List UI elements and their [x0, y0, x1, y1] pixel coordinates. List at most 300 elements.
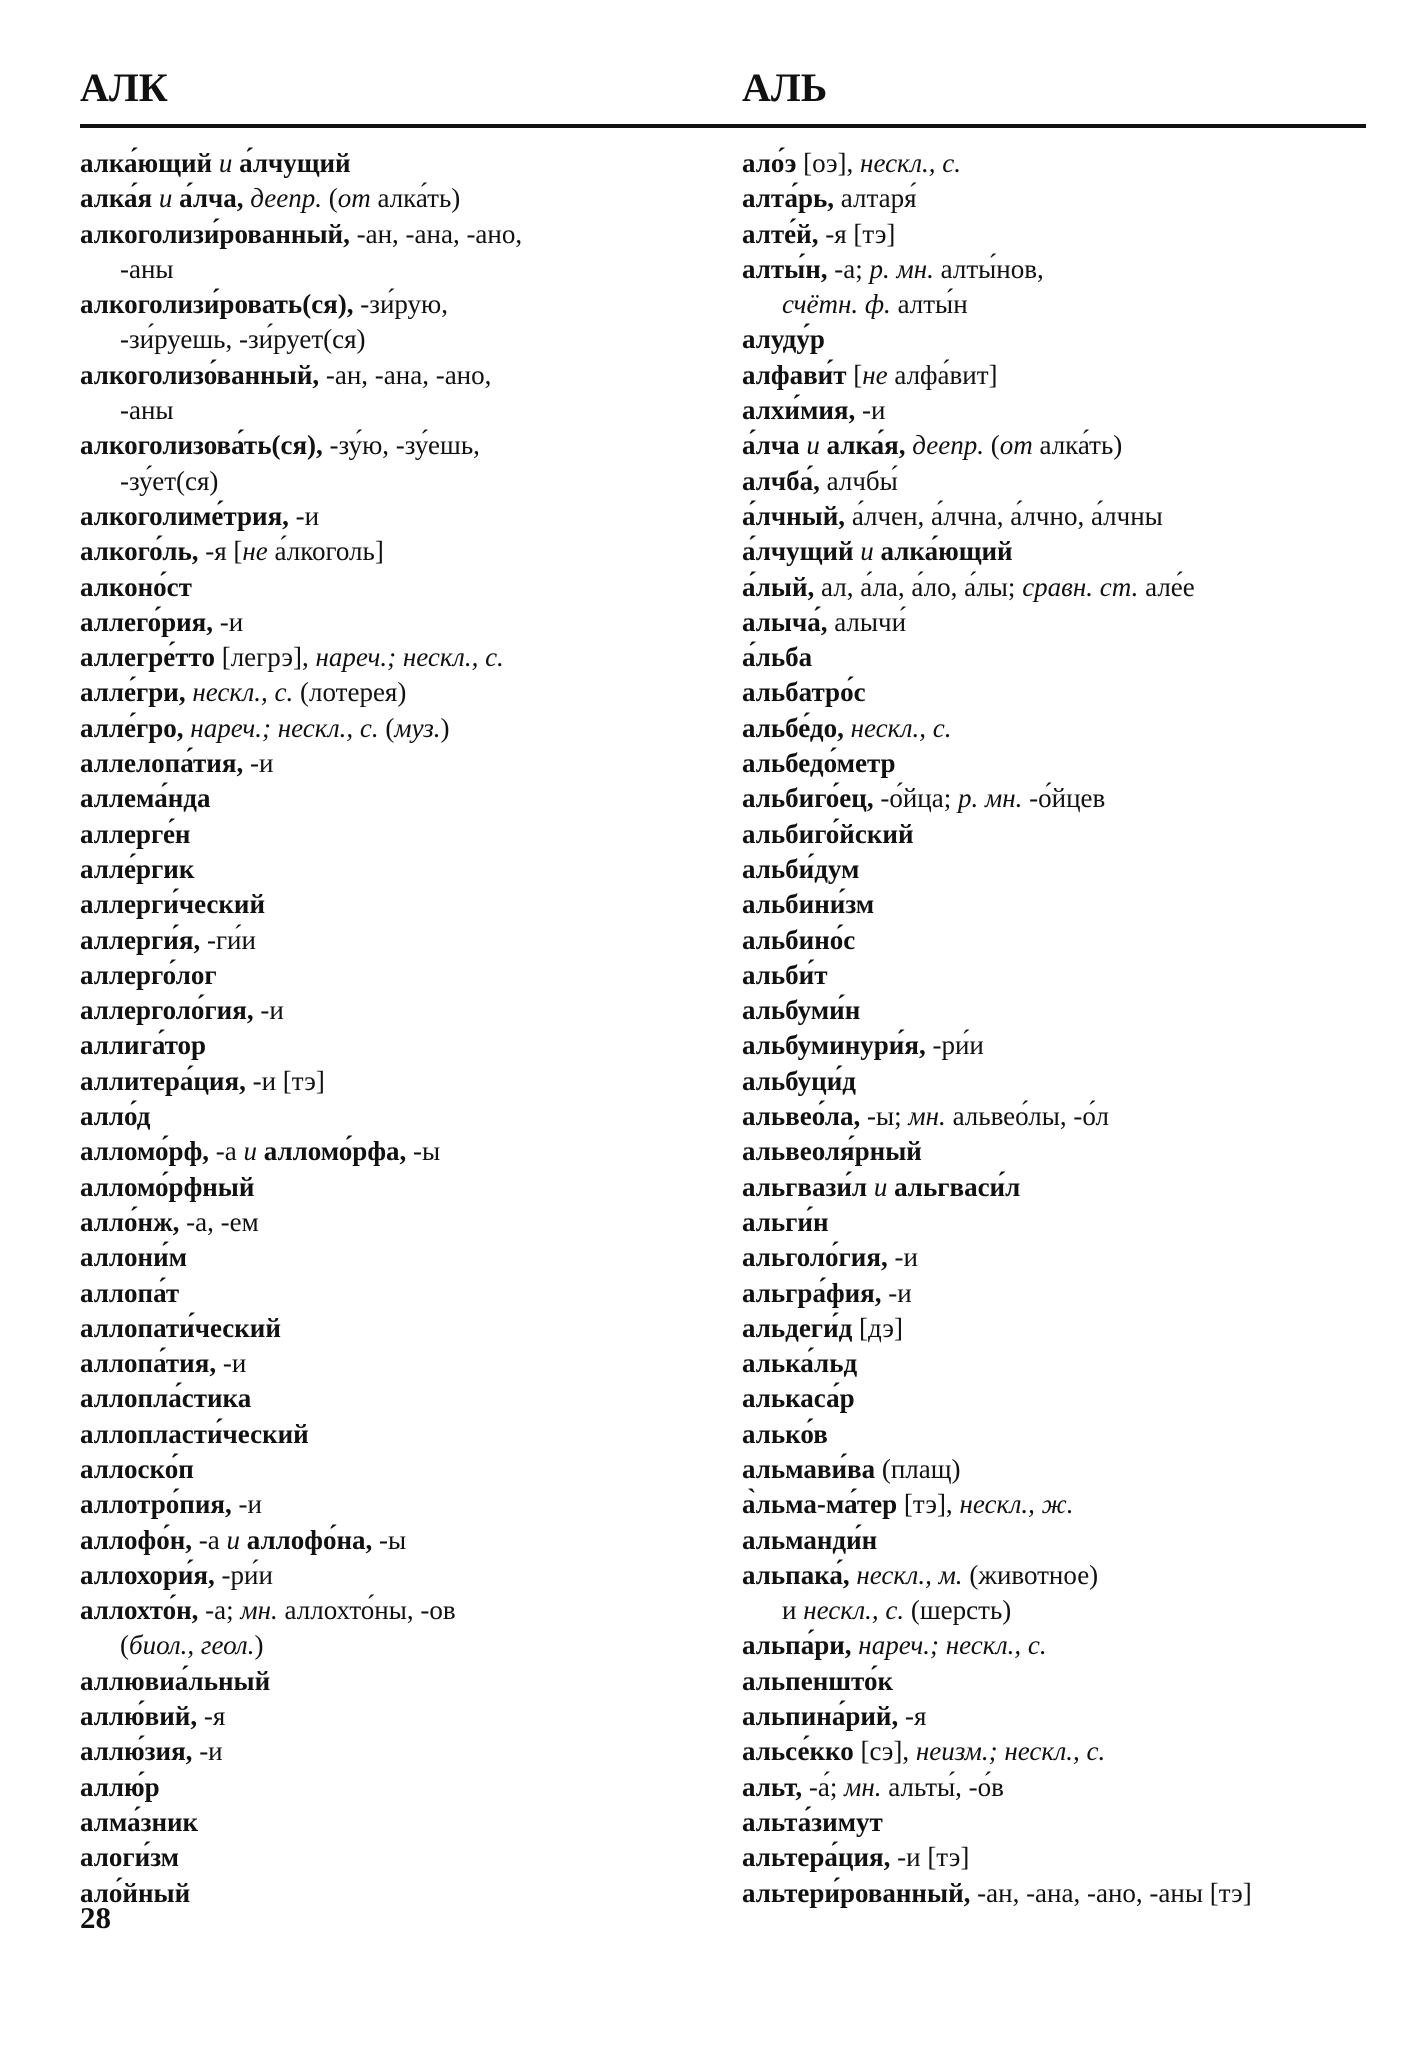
dictionary-entry [742, 675, 1382, 710]
dictionary-entry [742, 464, 1382, 499]
grammar-note: биол., геол. [129, 1630, 255, 1661]
headword: альголо́гия, [742, 1242, 895, 1273]
grammar-note: нареч.; нескл., с. [315, 642, 504, 673]
headword: а́лый, [742, 571, 822, 602]
dictionary-entry [742, 852, 1382, 887]
headword: альманди́н [742, 1524, 878, 1555]
entry-text: аллохто́ны, -ов [284, 1595, 456, 1626]
entry-continuation [80, 1628, 720, 1663]
entry-text: -зи́рую, [360, 289, 448, 320]
entry-text: алычи́ [834, 606, 907, 637]
entry-text: -я [203, 1701, 226, 1732]
grammar-note: нескл., с. [850, 712, 952, 743]
dictionary-entry [80, 852, 720, 887]
headword: ало́йный [80, 1877, 191, 1908]
entry-text: ( [990, 430, 1000, 461]
entry-text: -и [тэ] [252, 1065, 325, 1096]
dictionary-entry [80, 958, 720, 993]
headword: альби́т [742, 959, 828, 990]
dictionary-entry [80, 1664, 720, 1699]
headword: аллегре́тто [80, 642, 222, 673]
dictionary-entry [742, 1064, 1382, 1099]
headword: альтера́ция, [742, 1842, 898, 1873]
dictionary-entry [80, 817, 720, 852]
grammar-note: и [860, 536, 881, 567]
entry-text: -и [862, 395, 886, 426]
entry-text: [ [853, 359, 863, 390]
dictionary-entry [742, 746, 1382, 781]
entry-text: а́лчен, а́лчна, а́лчно, а́лчны [851, 500, 1163, 531]
entry-text: -а [198, 1524, 227, 1555]
dictionary-entry [742, 1523, 1382, 1558]
headword: а́лчущий [239, 148, 351, 178]
headword: аллофо́н, [80, 1524, 199, 1555]
dictionary-entry [80, 1028, 720, 1063]
entry-text: -аны [120, 253, 174, 284]
entry-text: ( [385, 712, 395, 743]
entry-text: (плащ) [881, 1453, 961, 1484]
entry-text: алфа́вит] [894, 359, 998, 390]
entry-text: -ы; [867, 1101, 909, 1132]
headword: алкого́ль, [80, 536, 206, 567]
dictionary-entry [742, 181, 1382, 216]
dictionary-entry [80, 1381, 720, 1416]
headword: аллони́м [80, 1242, 188, 1273]
dictionary-entry [80, 217, 720, 252]
headword: альбуци́д [742, 1065, 856, 1096]
headword: альбино́с [742, 924, 856, 955]
grammar-note: нескл., с. [192, 677, 301, 708]
dictionary-entry [742, 1028, 1382, 1063]
entry-text: -ан, -ана, -ано, [356, 218, 523, 249]
dictionary-entry [80, 1699, 720, 1734]
dictionary-entry [742, 499, 1382, 534]
dictionary-entry [80, 746, 720, 781]
entry-text: -о́йца; [880, 783, 958, 814]
headword: альбуминури́я, [742, 1030, 933, 1061]
dictionary-entry [742, 358, 1382, 393]
dictionary-entry [742, 428, 1382, 463]
grammar-note: неизм.; нескл., с. [915, 1736, 1106, 1767]
entry-text: -я [тэ] [825, 218, 896, 249]
grammar-note: деепр. [250, 183, 329, 214]
dictionary-entry [80, 887, 720, 922]
headword: алка́я, [826, 430, 913, 461]
entry-text: ) [440, 712, 450, 743]
entry-text: [сэ], [860, 1736, 916, 1767]
dictionary-entry [742, 1205, 1382, 1240]
entry-text: -ы [379, 1524, 407, 1555]
header-rule [80, 124, 1366, 128]
grammar-note: нескл., с. [860, 148, 961, 178]
dictionary-entry [742, 534, 1382, 569]
grammar-note: и [158, 183, 180, 214]
headword: алько́в [742, 1418, 828, 1449]
page-number: 28 [80, 1900, 111, 1935]
headword: алуду́р [742, 324, 825, 355]
dictionary-entry [80, 1770, 720, 1805]
entry-text: -и [894, 1242, 918, 1273]
headword: аллохори́я, [80, 1559, 222, 1590]
headword: алма́зник [80, 1806, 199, 1837]
entry-text: -и [260, 995, 284, 1026]
entry-text: -и [249, 748, 274, 779]
entry-text: ) [254, 1630, 264, 1661]
entry-text: -о́йцев [1029, 783, 1106, 814]
grammar-note: и [806, 430, 827, 461]
dictionary-entry [80, 1840, 720, 1875]
dictionary-entry [742, 1664, 1382, 1699]
entry-text: -аны [120, 395, 174, 426]
headword: аллерге́н [80, 818, 191, 849]
headword: алло́нж, [80, 1206, 187, 1237]
headword: алька́льд [742, 1348, 858, 1379]
dictionary-entry [80, 781, 720, 816]
headword: альсе́кко [742, 1736, 861, 1767]
dictionary-entry [742, 817, 1382, 852]
grammar-note: р. мн. [957, 783, 1030, 814]
dictionary-entry [742, 146, 1382, 181]
entry-text: (животное) [969, 1559, 1099, 1590]
grammar-note: счётн. ф. [782, 289, 898, 320]
headword: аллофо́на, [246, 1524, 380, 1555]
dictionary-entry [80, 1805, 720, 1840]
dictionary-entry [80, 993, 720, 1028]
headword: а̀льма-ма́тер [742, 1489, 904, 1520]
dictionary-entry [742, 640, 1382, 675]
headword: а́лчущий [742, 536, 861, 567]
headword: аллю́зия, [80, 1736, 200, 1767]
entry-text: -ри́и [221, 1559, 273, 1590]
headword: аллопа́тия, [80, 1348, 223, 1379]
right-column [742, 146, 1382, 1911]
headword: аллерголо́гия, [80, 995, 261, 1026]
headword: алка́я [80, 183, 159, 214]
grammar-note: р. мн. [869, 253, 941, 284]
entry-text: -зу́ю, -зу́ешь, [329, 430, 480, 461]
dictionary-entry [80, 1311, 720, 1346]
entry-continuation [742, 287, 1382, 322]
headword: альби́дум [742, 853, 860, 884]
headword: алле́гри, [80, 677, 193, 708]
dictionary-entry [742, 1346, 1382, 1381]
grammar-note: не [242, 536, 275, 567]
headword: альбатро́с [742, 677, 866, 708]
entry-text: алка́ть) [1039, 430, 1123, 461]
dictionary-entry [80, 146, 720, 181]
dictionary-entry [742, 1840, 1382, 1875]
headword: аллитера́ция, [80, 1065, 253, 1096]
grammar-note: мн. [908, 1101, 953, 1132]
dictionary-entry [80, 1417, 720, 1452]
grammar-note: и [873, 1171, 895, 1202]
entry-text: (лотерея) [300, 677, 407, 708]
entry-text: алка́ть) [377, 183, 461, 214]
dictionary-entry [80, 1452, 720, 1487]
entry-text: альвео́лы, -о́л [952, 1101, 1110, 1132]
entry-text: -зу́ет(ся) [120, 465, 219, 496]
headword: алфави́т [742, 359, 854, 390]
dictionary-entry [80, 1240, 720, 1275]
entry-text: ( [328, 183, 338, 214]
headword: алле́гро, [80, 712, 191, 743]
headword: алломо́рфа, [263, 1136, 414, 1167]
dictionary-entry [742, 887, 1382, 922]
headword: алконо́ст [80, 571, 192, 602]
dictionary-entry [80, 1876, 720, 1911]
dictionary-entry [80, 675, 720, 710]
headword: аллювиа́льный [80, 1665, 271, 1696]
dictionary-entry [80, 534, 720, 569]
dictionary-entry [80, 1134, 720, 1169]
grammar-note: и [243, 1136, 264, 1167]
entry-text: а́лкоголь] [274, 536, 384, 567]
grammar-note: не [862, 359, 895, 390]
running-head-left: АЛК [80, 65, 168, 110]
grammar-note: мн. [240, 1595, 285, 1626]
headword: аллоско́п [80, 1453, 194, 1484]
grammar-note: и [218, 148, 240, 178]
dictionary-entry [742, 1240, 1382, 1275]
headword: альтери́рованный, [742, 1877, 978, 1908]
headword: альпеншто́к [742, 1665, 894, 1696]
headword: аллопла́стика [80, 1383, 252, 1414]
dictionary-entry [742, 1452, 1382, 1487]
headword: алломо́рф, [80, 1136, 216, 1167]
dictionary-entry [80, 1276, 720, 1311]
entry-continuation [80, 464, 720, 499]
dictionary-entry [742, 393, 1382, 428]
headword: аллохто́н, [80, 1595, 206, 1626]
headword: алькаса́р [742, 1383, 855, 1414]
headword: алка́ющий [80, 148, 219, 178]
headword: алкоголизи́ровать(ся), [80, 289, 361, 320]
headword: альдеги́д [742, 1312, 860, 1343]
dictionary-entry [742, 252, 1382, 287]
left-column [80, 146, 720, 1911]
dictionary-entry [742, 958, 1382, 993]
dictionary-entry [80, 1205, 720, 1240]
entry-text: -я [ [205, 536, 243, 567]
dictionary-entry [742, 1381, 1382, 1416]
headword: алкоголиме́трия, [80, 500, 296, 531]
headword: альбедо́метр [742, 748, 896, 779]
entry-text: -зи́руешь, -зи́рует(ся) [120, 324, 366, 355]
dictionary-entry [742, 1770, 1382, 1805]
headword: алкоголизова́ть(ся), [80, 430, 330, 461]
entry-text: алтаря́ [840, 183, 917, 214]
grammar-note: нескл., ж. [959, 1489, 1074, 1520]
entry-text: алчбы́ [826, 465, 898, 496]
entry-text: -ги́и [206, 924, 256, 955]
headword: ало́э [742, 148, 804, 178]
dictionary-entry [80, 1170, 720, 1205]
headword: альгра́фия, [742, 1277, 889, 1308]
dictionary-entry [80, 1487, 720, 1522]
grammar-note: от [337, 183, 378, 214]
entry-text: [дэ] [859, 1312, 904, 1343]
grammar-note: деепр. [912, 430, 991, 461]
dictionary-entry [80, 358, 720, 393]
entry-continuation [80, 393, 720, 428]
entry-text: альты́, -о́в [888, 1771, 1004, 1802]
grammar-note: от [999, 430, 1040, 461]
dictionary-entry [742, 605, 1382, 640]
dictionary-entry [80, 1734, 720, 1769]
dictionary-entry [80, 181, 720, 216]
headword: алло́д [80, 1101, 151, 1132]
dictionary-entry [80, 287, 720, 322]
entry-text: [тэ], [903, 1489, 960, 1520]
grammar-note: мн. [844, 1771, 889, 1802]
running-head-right: АЛЬ [742, 65, 828, 110]
entry-text: -а; [205, 1595, 241, 1626]
dictionary-entry [80, 711, 720, 746]
headword: альпа́ри, [742, 1630, 859, 1661]
entry-text: -и [295, 500, 320, 531]
dictionary-entry [742, 711, 1382, 746]
headword: альпина́рий, [742, 1701, 905, 1732]
entry-text: [легрэ], [221, 642, 316, 673]
dictionary-entry [742, 1628, 1382, 1663]
headword: аллопати́ческий [80, 1312, 281, 1343]
dictionary-entry [742, 1876, 1382, 1911]
headword: альги́н [742, 1206, 829, 1237]
dictionary-entry [80, 640, 720, 675]
headword: алта́рь, [742, 183, 841, 214]
entry-continuation [742, 1593, 1382, 1628]
dictionary-entry [742, 1699, 1382, 1734]
headword: а́льба [742, 642, 813, 673]
dictionary-entry [80, 1558, 720, 1593]
dictionary-entry [742, 570, 1382, 605]
grammar-note: и [226, 1524, 247, 1555]
entry-text: -а [215, 1136, 244, 1167]
headword: алте́й, [742, 218, 826, 249]
grammar-note: нескл., с. [803, 1595, 911, 1626]
headword: альта́зимут [742, 1806, 883, 1837]
headword: алломо́рфный [80, 1171, 255, 1202]
grammar-note: нареч.; нескл., с. [858, 1630, 1047, 1661]
dictionary-entry [80, 499, 720, 534]
headword: аллотро́пия, [80, 1489, 239, 1520]
headword: альбиго́ец, [742, 783, 881, 814]
entry-continuation [80, 252, 720, 287]
headword: альгвази́л [742, 1171, 874, 1202]
headword: аллерго́лог [80, 959, 217, 990]
dictionary-entry [742, 1276, 1382, 1311]
dictionary-entry [742, 1734, 1382, 1769]
entry-text: -ан, -ана, -ано, -аны [тэ] [977, 1877, 1252, 1908]
dictionary-entry [742, 1170, 1382, 1205]
dictionary-entry [742, 1558, 1382, 1593]
entry-continuation [80, 322, 720, 357]
entry-text: -и [219, 606, 244, 637]
entry-text: алты́н [897, 289, 968, 320]
grammar-note: нареч.; нескл., с. [190, 712, 386, 743]
dictionary-entry [80, 1523, 720, 1558]
dictionary-entry [742, 781, 1382, 816]
dictionary-entry [742, 1487, 1382, 1522]
dictionary-entry [80, 923, 720, 958]
headword: аллопа́т [80, 1277, 180, 1308]
entry-text: [оэ], [803, 148, 861, 178]
headword: альбиго́йский [742, 818, 914, 849]
headword: альбе́до, [742, 712, 851, 743]
headword: алыча́, [742, 606, 835, 637]
headword: алкоголизо́ванный, [80, 359, 326, 390]
headword: альгваси́л [894, 1171, 1021, 1202]
headword: альвео́ла, [742, 1101, 868, 1132]
headword: алты́н, [742, 253, 835, 284]
headword: а́лчный, [742, 500, 852, 531]
dictionary-entry [80, 428, 720, 463]
dictionary-entry [742, 923, 1382, 958]
dictionary-entry [80, 570, 720, 605]
dictionary-entry [742, 1805, 1382, 1840]
entry-text: (шерсть) [910, 1595, 1012, 1626]
entry-text: -ы [413, 1136, 441, 1167]
headword: альмави́ва [742, 1453, 882, 1484]
entry-text: -и [238, 1489, 262, 1520]
dictionary-entry [80, 1593, 720, 1628]
dictionary-entry [80, 1064, 720, 1099]
headword: аллерги́я, [80, 924, 207, 955]
headword: аллю́вий, [80, 1701, 204, 1732]
headword: аллю́р [80, 1771, 160, 1802]
dictionary-entry [742, 1311, 1382, 1346]
headword: аллема́нда [80, 783, 211, 814]
dictionary-entry [742, 993, 1382, 1028]
entry-text: ( [120, 1630, 129, 1661]
headword: альпака́, [742, 1559, 857, 1590]
headword: алка́ющий [880, 536, 1013, 567]
headword: а́лча [742, 430, 807, 461]
dictionary-entry [742, 322, 1382, 357]
entry-text: -и [222, 1348, 247, 1379]
entry-text: -и [тэ] [897, 1842, 970, 1873]
entry-text: алты́нов, [940, 253, 1044, 284]
headword: алчба́, [742, 465, 827, 496]
entry-text: але́е [1145, 571, 1195, 602]
dictionary-entry [742, 1417, 1382, 1452]
dictionary-entry [742, 1134, 1382, 1169]
entry-text: -а; [834, 253, 870, 284]
dictionary-entry [742, 217, 1382, 252]
headword: альвеоля́рный [742, 1136, 922, 1167]
dictionary-entry [80, 1099, 720, 1134]
entry-text: -и [888, 1277, 912, 1308]
dictionary-entry [80, 605, 720, 640]
entry-text: -ан, -ана, -ано, [325, 359, 492, 390]
entry-text: и [782, 1595, 804, 1626]
entry-text: -а, -ем [186, 1206, 259, 1237]
entry-text: -ри́и [932, 1030, 984, 1061]
grammar-note: сравн. ст. [1022, 571, 1146, 602]
entry-text: -и [199, 1736, 223, 1767]
entry-text: ал, а́ла, а́ло, а́лы; [821, 571, 1023, 602]
grammar-note: муз. [394, 712, 441, 743]
entry-text: -а́; [808, 1771, 845, 1802]
entry-text: -я [904, 1701, 927, 1732]
dictionary-entry [80, 1346, 720, 1381]
headword: альбини́зм [742, 889, 875, 920]
dictionary-entry [742, 1099, 1382, 1134]
headword: аллерги́ческий [80, 889, 266, 920]
headword: алкоголизи́рованный, [80, 218, 357, 249]
grammar-note: нескл., м. [856, 1559, 970, 1590]
headword: алоги́зм [80, 1842, 180, 1873]
